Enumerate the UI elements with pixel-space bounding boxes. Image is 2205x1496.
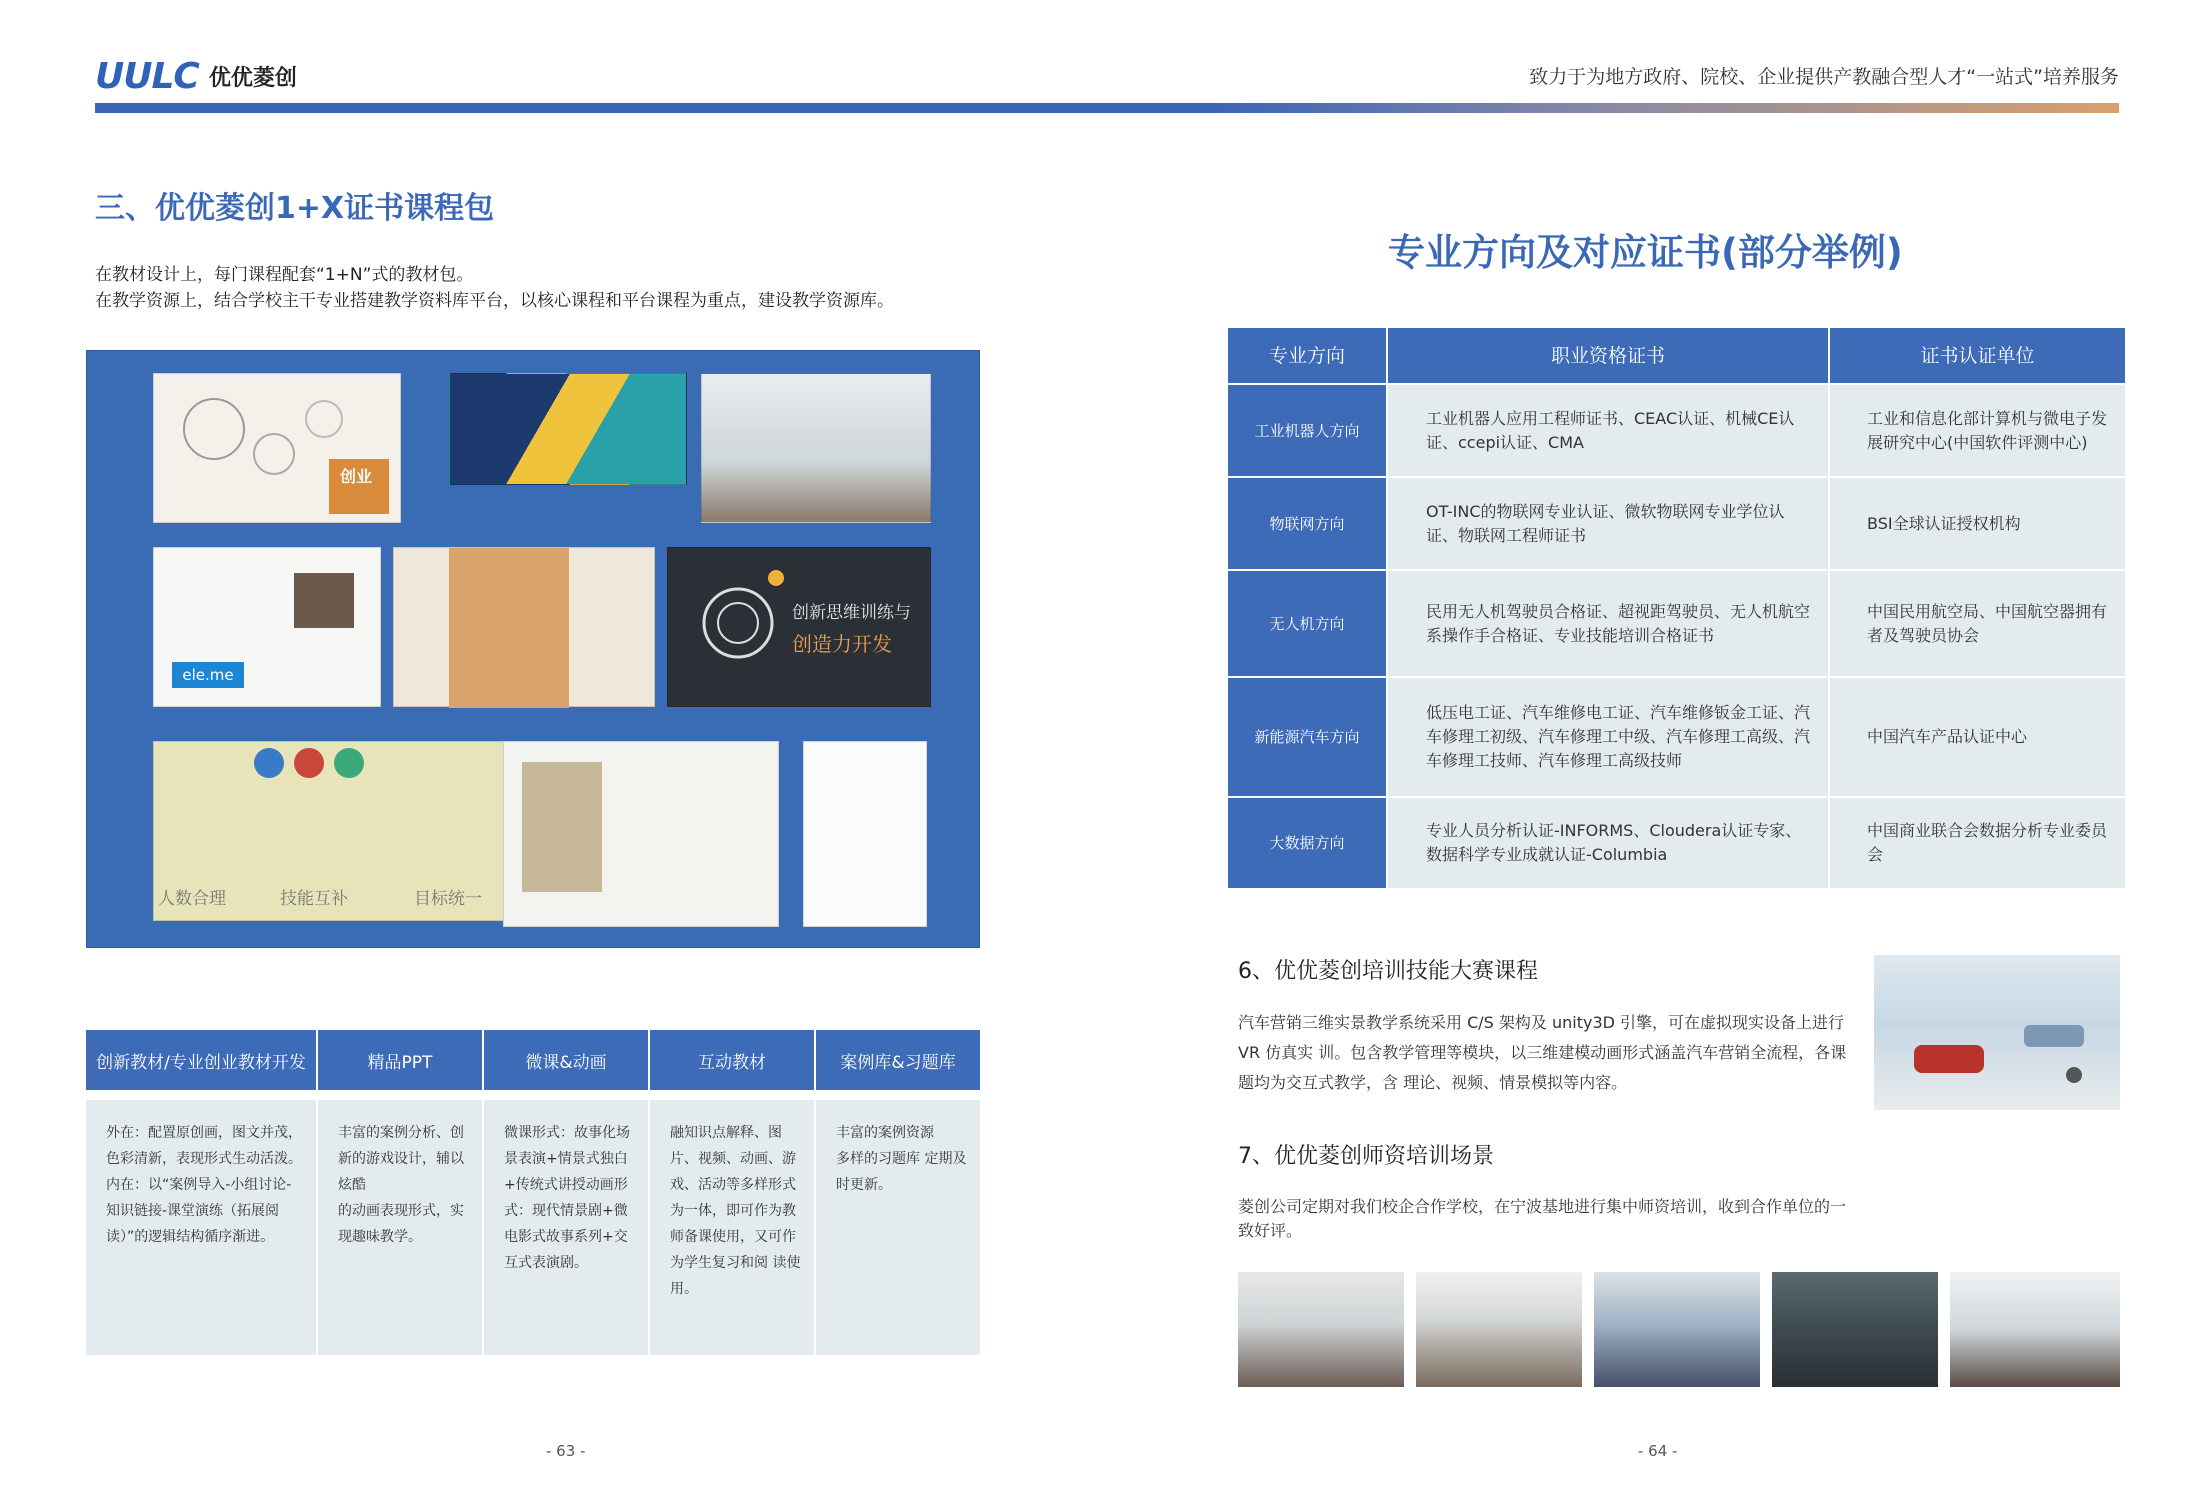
brain-title-2: 创造力开发 bbox=[792, 632, 892, 656]
sec6-text: 汽车营销三维实景教学系统采用 C/S 架构及 unity3D 引擎，可在虚拟现实设备上进行 VR 仿真实 训。包含教学管理等模块，以三维建模动画形式涵盖汽车营销全流程，各课题均为交互式教学，含 理论、视频、情景模拟等内容。 bbox=[1238, 1013, 1847, 1092]
board-word-2: 技能互补 bbox=[280, 889, 348, 909]
row-cert: 工业机器人应用工程师证书、CEAC认证、机械CE认证、ccepi认证、CMA bbox=[1388, 385, 1828, 478]
avatar bbox=[334, 748, 364, 778]
row-direction: 工业机器人方向 bbox=[1228, 385, 1386, 478]
row-direction: 无人机方向 bbox=[1228, 571, 1386, 678]
collage-book-page-3 bbox=[503, 741, 779, 927]
vr-showroom-image bbox=[1874, 955, 2120, 1110]
feature-head-1: 精品PPT bbox=[318, 1030, 484, 1090]
board-word-1: 人数合理 bbox=[158, 889, 226, 909]
portrait-photo bbox=[294, 573, 354, 628]
cover-label: 创业 bbox=[340, 467, 373, 486]
collage-book-page-2 bbox=[393, 547, 655, 707]
training-photo-4 bbox=[1772, 1272, 1938, 1387]
col-head-org: 证书认证单位 bbox=[1830, 328, 2125, 385]
brain-title-1: 创新思维训练与 bbox=[792, 603, 911, 623]
intro-text bbox=[95, 262, 894, 314]
intro-line-2: 在教学资源上，结合学校主干专业搭建教学资料库平台，以核心课程和平台课程为重点，建设教学资源库。 bbox=[95, 291, 894, 311]
showroom-illustration-icon bbox=[1874, 955, 2120, 1110]
brand-logo bbox=[95, 56, 297, 97]
row-direction: 大数据方向 bbox=[1228, 798, 1386, 890]
feature-head-0: 创新教材/专业创业教材开发 bbox=[86, 1030, 318, 1090]
header-divider bbox=[95, 103, 2119, 113]
sec6-title: 6、优优菱创培训技能大赛课程 bbox=[1238, 959, 1538, 984]
chart-panel bbox=[449, 548, 569, 708]
table-row bbox=[1228, 571, 2125, 678]
intro-line-1: 在教材设计上，每门课程配套“1+N”式的教材包。 bbox=[95, 265, 474, 285]
training-photo-1 bbox=[1238, 1272, 1404, 1387]
avatar bbox=[254, 748, 284, 778]
row-cert: OT-INC的物联网专业认证、微软物联网专业学位认证、物联网工程师证书 bbox=[1388, 478, 1828, 571]
col-head-cert: 职业资格证书 bbox=[1388, 328, 1828, 385]
material-collage bbox=[86, 350, 980, 948]
collage-book-page-1 bbox=[153, 547, 381, 707]
row-org: 中国民用航空局、中国航空器拥有者及驾驶员协会 bbox=[1830, 571, 2125, 678]
sec7-text: 菱创公司定期对我们校企合作学校，在宁波基地进行集中师资培训，收到合作单位的一致好评。 bbox=[1238, 1197, 1847, 1240]
collage-book-page-4 bbox=[803, 741, 927, 927]
training-photo-3 bbox=[1594, 1272, 1760, 1387]
board-word-3: 目标统一 bbox=[414, 889, 482, 909]
section-title: 三、优优菱创1+X证书课程包 bbox=[95, 191, 495, 226]
feature-head-3: 互动教材 bbox=[650, 1030, 816, 1090]
avatar-row bbox=[254, 748, 364, 778]
row-cert: 民用无人机驾驶员合格证、超视距驾驶员、无人机航空系操作手合格证、专业技能培训合格证书 bbox=[1388, 571, 1828, 678]
collage-cover-sketch bbox=[153, 373, 401, 523]
collage-team-board bbox=[153, 741, 521, 921]
row-cert: 专业人员分析认证-INFORMS、Cloudera认证专家、数据科学专业成就认证-Columbia bbox=[1388, 798, 1828, 890]
table-row bbox=[1228, 798, 2125, 890]
table-row bbox=[1228, 678, 2125, 798]
training-photo-5 bbox=[1950, 1272, 2120, 1387]
cert-table-header bbox=[1228, 328, 2125, 385]
feature-head-4: 案例库&习题库 bbox=[816, 1030, 980, 1090]
page-number-right: - 64 - bbox=[1638, 1442, 1678, 1460]
table-row bbox=[1228, 478, 2125, 571]
row-cert: 低压电工证、汽车维修电工证、汽车维修钣金工证、汽车修理工初级、汽车修理工中级、汽车修理工高级、汽车修理工技师、汽车修理工高级技师 bbox=[1388, 678, 1828, 798]
feature-table bbox=[86, 1030, 980, 1355]
logo-mark: UULC bbox=[95, 56, 199, 97]
eleme-logo: ele.me bbox=[172, 662, 244, 688]
header-slogan: 致力于为地方政府、院校、企业提供产教融合型人才“一站式”培养服务 bbox=[1529, 66, 2119, 88]
col-head-direction: 专业方向 bbox=[1228, 328, 1386, 385]
feature-body-2: 微课形式：故事化场景表演+情景式独白+传统式讲授动画形式：现代情景剧+微电影式故事系列+交互式表演剧。 bbox=[484, 1100, 650, 1355]
feature-body-3: 融知识点解释、图片、视频、动画、游戏、活动等多样形式为一体，即可作为教师备课使用，又可作为学生复习和阅 读使用。 bbox=[650, 1100, 816, 1355]
row-org: BSI全球认证授权机构 bbox=[1830, 478, 2125, 571]
row-org: 工业和信息化部计算机与微电子发展研究中心(中国软件评测中心) bbox=[1830, 385, 2125, 478]
logo-text: 优优菱创 bbox=[208, 66, 297, 91]
page-number-left: - 63 - bbox=[546, 1442, 586, 1460]
sec7-title: 7、优优菱创师资培训场景 bbox=[1238, 1144, 1494, 1169]
collage-brain-cover bbox=[667, 547, 931, 707]
row-direction: 物联网方向 bbox=[1228, 478, 1386, 571]
row-direction: 新能源汽车方向 bbox=[1228, 678, 1386, 798]
cert-section-title: 专业方向及对应证书(部分举例) bbox=[1388, 231, 1903, 274]
page-photo bbox=[522, 762, 602, 892]
feature-body-1: 丰富的案例分析、创新的游戏设计，辅以炫酷 的动画表现形式，实现趣味教学。 bbox=[318, 1100, 484, 1355]
avatar bbox=[294, 748, 324, 778]
training-photo-2 bbox=[1416, 1272, 1582, 1387]
table-row bbox=[1228, 385, 2125, 478]
feature-body-0: 外在：配置原创画，图文并茂，色彩清新，表现形式生动活泼。 内在：以“案例导入-小组讨论-知识链接-课堂演练（拓展阅读）”的逻辑结构循序渐进。 bbox=[86, 1100, 318, 1355]
feature-body-4: 丰富的案例资源 多样的习题库 定期及时更新。 bbox=[816, 1100, 980, 1355]
collage-meeting-photo bbox=[701, 373, 931, 523]
sketch-illustration-icon bbox=[154, 374, 402, 524]
collage-ppt-slide bbox=[449, 373, 687, 485]
row-org: 中国汽车产品认证中心 bbox=[1830, 678, 2125, 798]
feature-head-2: 微课&动画 bbox=[484, 1030, 650, 1090]
row-org: 中国商业联合会数据分析专业委员会 bbox=[1830, 798, 2125, 890]
